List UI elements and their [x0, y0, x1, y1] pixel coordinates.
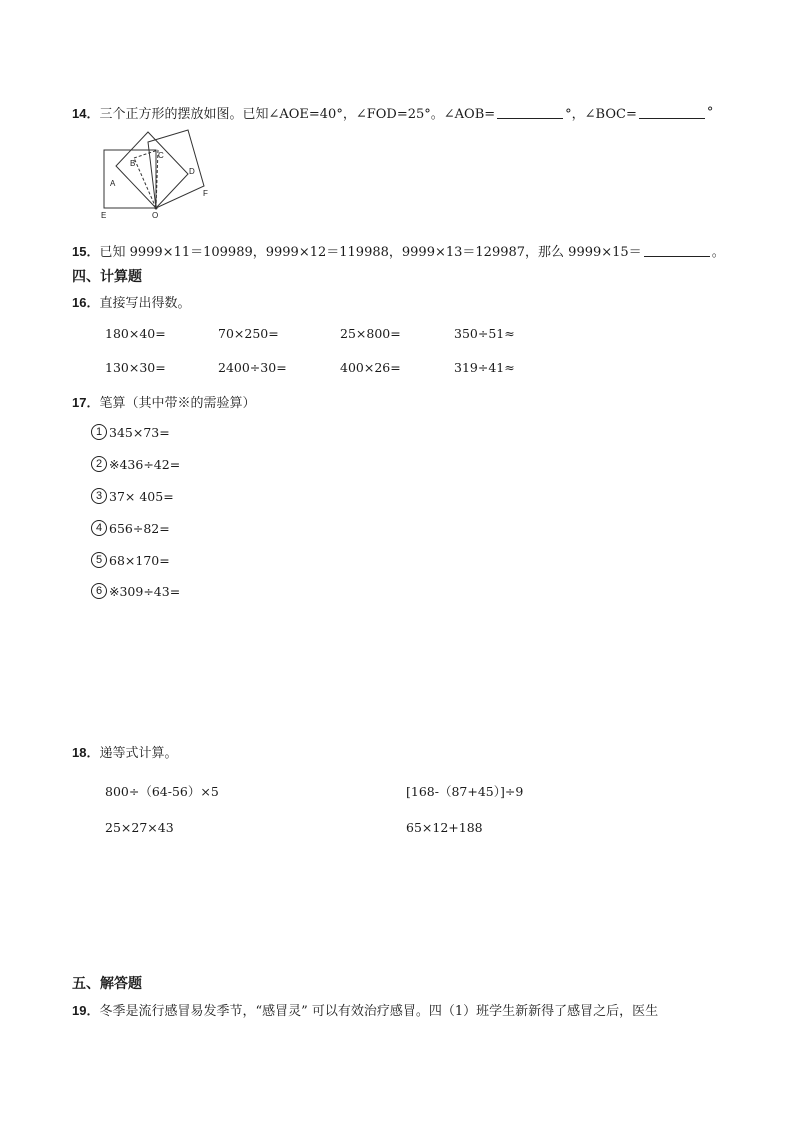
stepwise-calc-item: [168-（87+45）]÷9: [406, 784, 524, 799]
question-16: [72, 292, 190, 311]
question-14: [72, 103, 713, 122]
written-calc-item-5: [91, 552, 170, 568]
written-calc-item-2: [91, 456, 180, 472]
question-15: [72, 241, 725, 260]
question-text: 直接写出得数。: [99, 296, 191, 311]
question-number: 18．: [72, 745, 100, 760]
stepwise-calc-item: 800÷（64-56）×5: [105, 784, 219, 799]
calc-item: 180×40=: [105, 326, 166, 341]
point-o: [155, 207, 158, 210]
answer-blank[interactable]: [644, 244, 710, 257]
written-calc-item-6: [91, 583, 180, 599]
circled-number: 6: [91, 583, 107, 599]
label-o: O: [152, 211, 159, 220]
question-number: 16．: [72, 295, 100, 310]
question-number: 15．: [72, 244, 100, 259]
answer-blank[interactable]: [639, 106, 705, 119]
label-a: A: [110, 179, 116, 188]
calc-expression: ※309÷43=: [109, 583, 181, 599]
section-heading-answer: 五、解答题: [72, 976, 142, 992]
question-number: 14．: [72, 106, 100, 121]
calc-item: 2400÷30=: [218, 360, 287, 375]
calc-item: 400×26=: [340, 360, 401, 375]
answer-blank[interactable]: [497, 106, 563, 119]
written-calc-item-3: [91, 488, 174, 504]
label-d: D: [189, 167, 195, 176]
question-19: [72, 1000, 658, 1019]
written-calc-item-4: [91, 520, 170, 536]
question-18: [72, 742, 177, 761]
segment-bc: [134, 150, 158, 158]
written-calc-item-1: [91, 424, 170, 440]
question-number: 17．: [72, 395, 100, 410]
question-text: 递等式计算。: [99, 746, 178, 761]
question-17: [72, 392, 255, 411]
circled-number: 1: [91, 424, 107, 440]
label-c: C: [158, 151, 164, 160]
circled-number: 2: [91, 456, 107, 472]
question-text: °: [706, 105, 714, 120]
label-e: E: [101, 211, 107, 220]
question-text: °，∠BOC=: [565, 107, 637, 122]
circled-number: 4: [91, 520, 107, 536]
circled-number: 5: [91, 552, 107, 568]
calc-expression: 345×73=: [109, 424, 170, 440]
calc-expression: ※436÷42=: [109, 456, 181, 472]
stepwise-calc-item: 65×12+188: [406, 820, 483, 835]
calc-item: 70×250=: [218, 326, 279, 341]
square-ob: [116, 132, 188, 208]
stepwise-calc-item: 25×27×43: [105, 820, 174, 835]
calc-expression: 37× 405=: [109, 488, 174, 504]
question-text: 已知 9999×11＝109989，9999×12＝119988，9999×13＝129987，那么 9999×15＝: [99, 245, 642, 260]
three-squares-figure: [96, 128, 216, 224]
calc-expression: 656÷82=: [109, 520, 170, 536]
label-f: F: [203, 189, 208, 198]
calc-item: 130×30=: [105, 360, 166, 375]
calc-item: 319÷41≈: [454, 360, 515, 375]
question-text: 三个正方形的摆放如图。已知∠AOE=40°，∠FOD=25°。∠AOB=: [99, 107, 496, 122]
question-text: 笔算（其中带※的需验算）: [99, 396, 256, 411]
label-b: B: [130, 159, 136, 168]
calc-expression: 68×170=: [109, 552, 170, 568]
question-text: 冬季是流行感冒易发季节，“感冒灵” 可以有效治疗感冒。四（1）班学生新新得了感冒之后，医生: [99, 1004, 659, 1019]
calc-item: 25×800=: [340, 326, 401, 341]
question-text: 。: [711, 245, 725, 260]
calc-item: 350÷51≈: [454, 326, 515, 341]
question-number: 19．: [72, 1003, 100, 1018]
circled-number: 3: [91, 488, 107, 504]
section-heading-calculation: 四、计算题: [72, 269, 142, 285]
